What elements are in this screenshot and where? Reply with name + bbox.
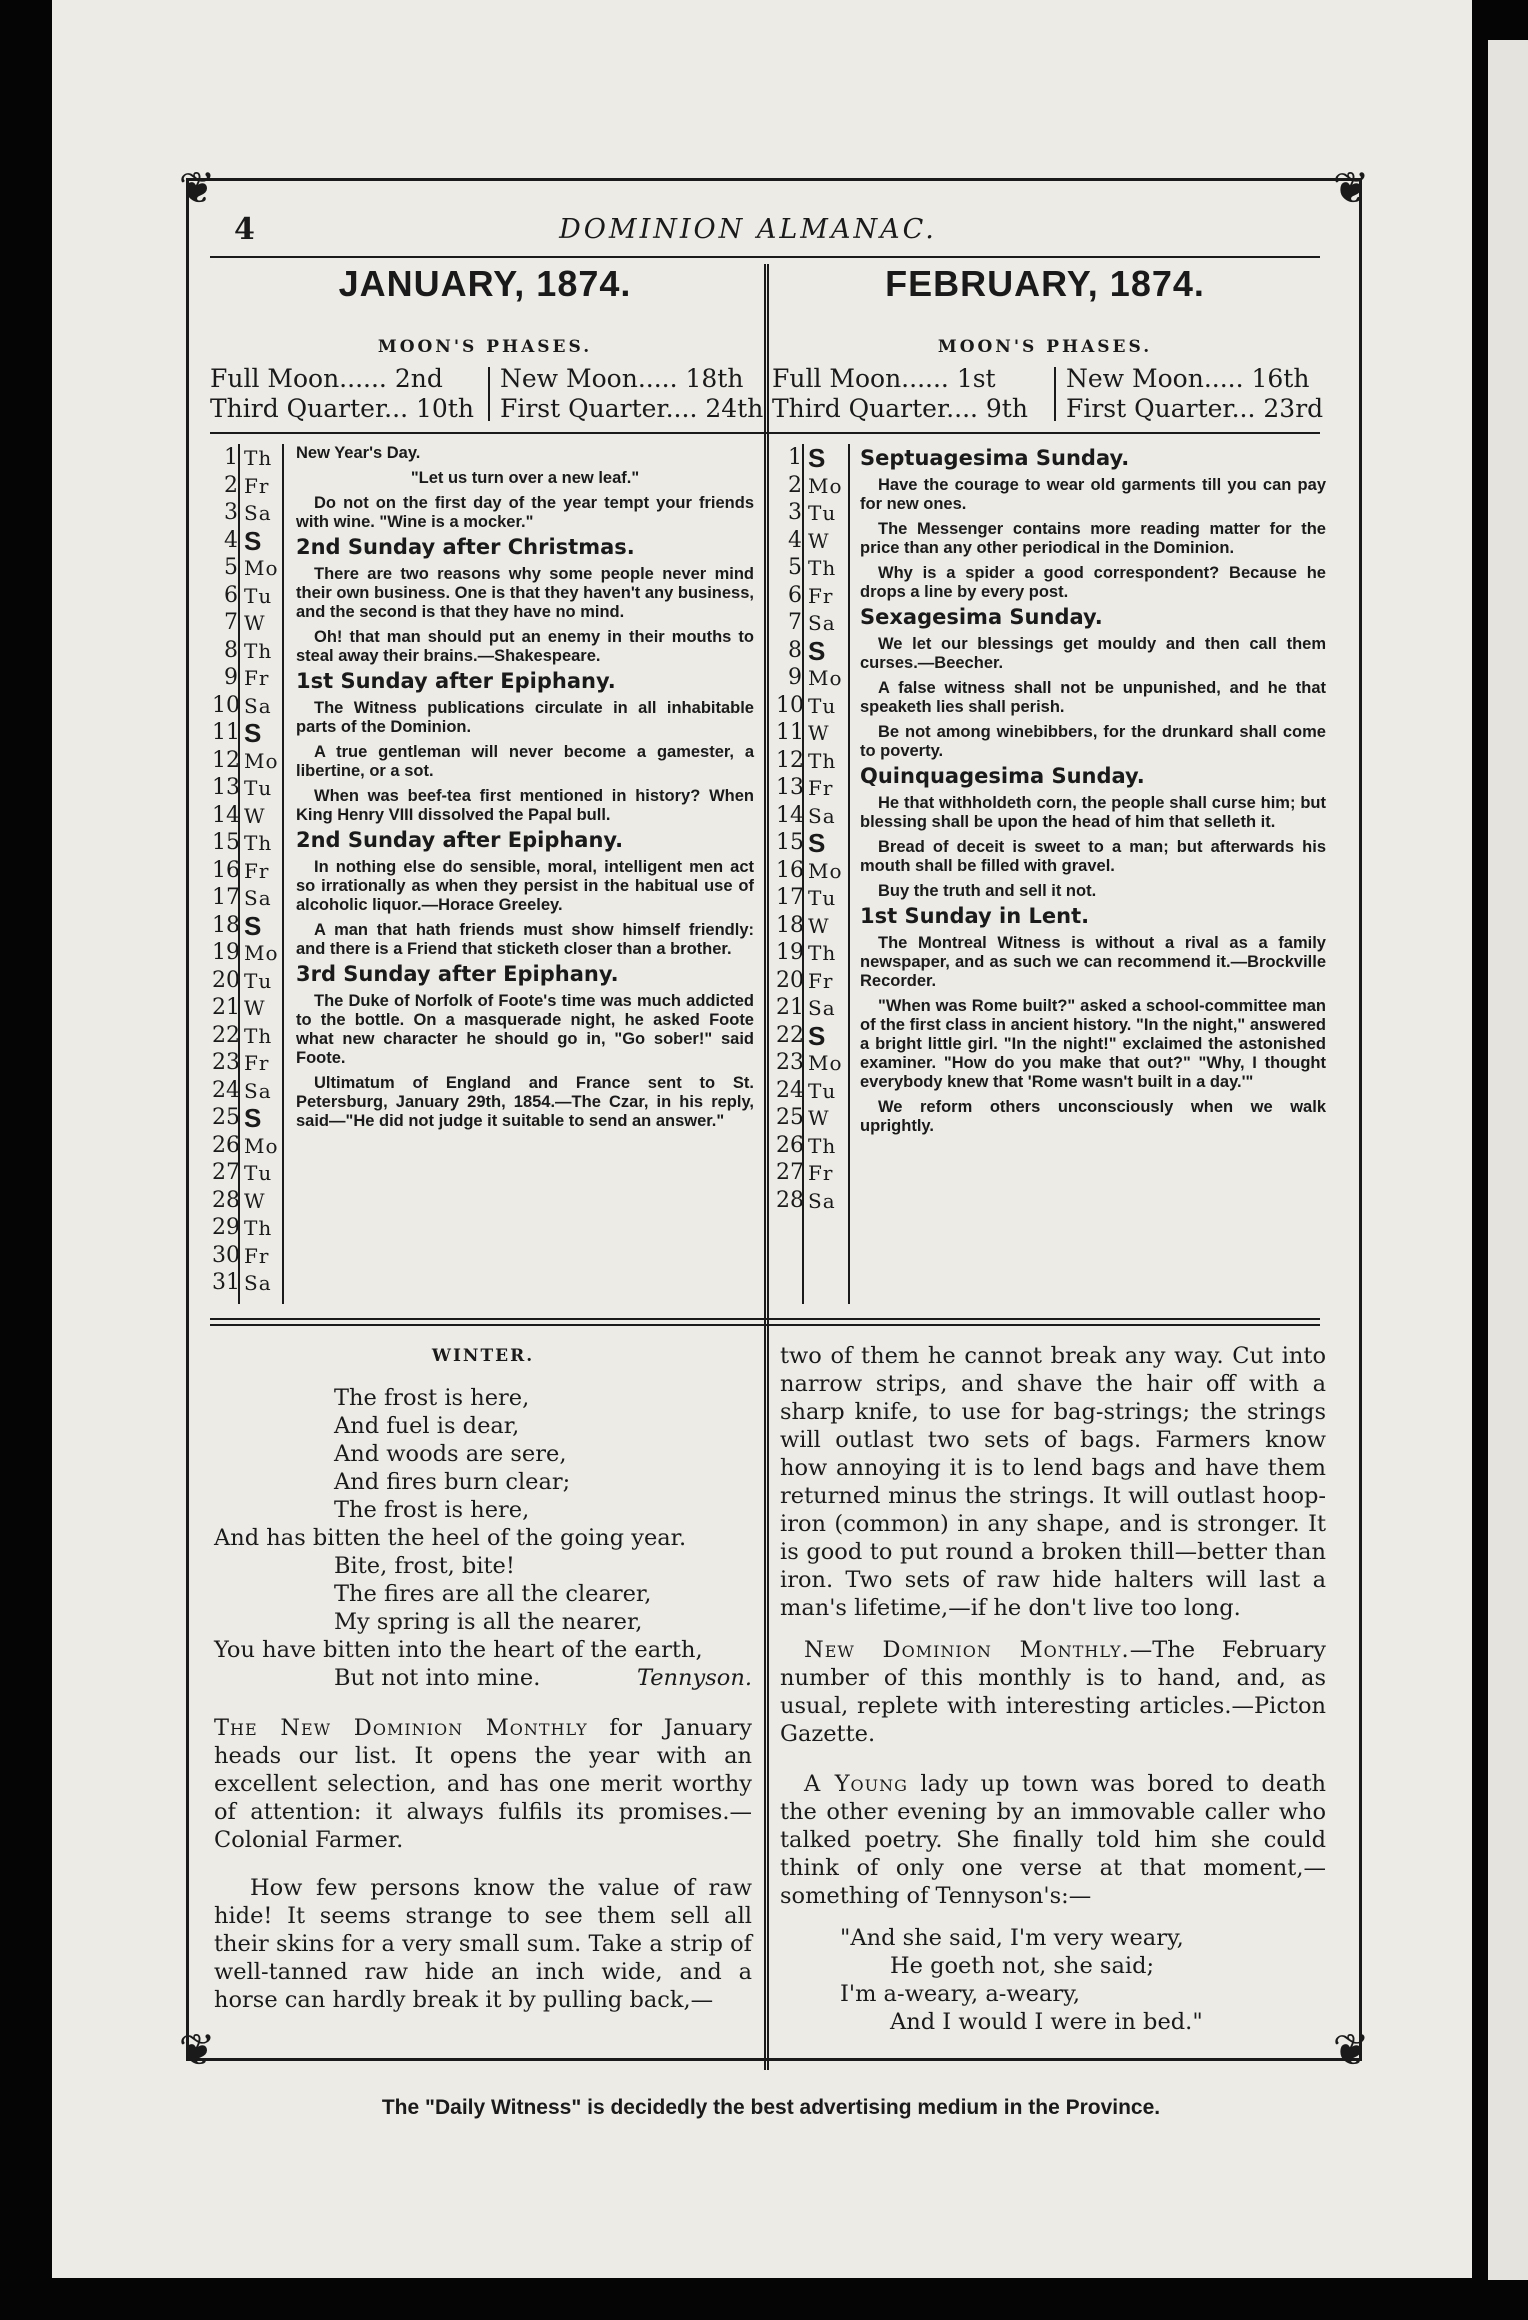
day-number: 7 bbox=[224, 610, 238, 635]
calendar-note: Why is a spider a good correspondent? Because he drops a line by every post. bbox=[860, 564, 1326, 601]
day-number: 5 bbox=[788, 555, 802, 580]
weekday: W bbox=[808, 721, 830, 745]
day-number: 20 bbox=[212, 967, 240, 993]
calendar-note: There are two reasons why some people never mind their own business. One is that they haven't any business, and the second is that they have no mind. bbox=[296, 565, 754, 621]
weekday: Fr bbox=[808, 1161, 834, 1185]
feb-day-row bbox=[776, 694, 858, 718]
lower-rule bbox=[210, 1318, 1320, 1320]
day-number: 17 bbox=[776, 885, 804, 910]
weekday: Tu bbox=[808, 693, 837, 718]
jan-day-row bbox=[212, 718, 294, 748]
article-new-dominion: The New Dominion Monthly for January heads our list. It opens the year with an excellent selection, and has one merit worthy of attention: it always fulfils its promises.—Colonial Farmer. bbox=[214, 1715, 752, 1853]
day-number: 4 bbox=[224, 527, 238, 553]
jan-day-row bbox=[212, 501, 294, 525]
sunday-heading: 1st Sunday in Lent. bbox=[860, 904, 1090, 928]
verse-line: I'm a-weary, a-weary, bbox=[840, 1981, 1080, 2007]
feb-day-row bbox=[776, 1106, 858, 1130]
lower-rule bbox=[210, 1324, 1320, 1326]
poem-line: And has bitten the heel of the going year. bbox=[214, 1525, 687, 1551]
weekday: Sa bbox=[244, 501, 272, 525]
jan-third-quarter: Third Quarter... 10th bbox=[210, 394, 474, 423]
jan-day-row bbox=[212, 910, 294, 941]
weekday: S bbox=[244, 910, 263, 941]
calendar-note: A false witness shall not be unpunished, and he that speaketh lies shall perish. bbox=[860, 679, 1326, 716]
weekday: Tu bbox=[244, 776, 273, 800]
day-number: 12 bbox=[212, 747, 240, 773]
feb-full-moon: Full Moon...... 1st bbox=[772, 364, 996, 393]
calendar-note: Be not among winebibbers, for the drunkard shall come to poverty. bbox=[860, 723, 1326, 760]
weekday: W bbox=[808, 528, 830, 553]
verse-line: And I would I were in bed." bbox=[890, 2009, 1203, 2035]
weekday: Sa bbox=[244, 693, 272, 718]
calendar-note: Have the courage to wear old garments till you can pay for new ones. bbox=[860, 476, 1326, 513]
weekday: Mo bbox=[244, 748, 279, 773]
feb-third-quarter: Third Quarter.... 9th bbox=[772, 394, 1028, 423]
lower-divider bbox=[767, 1330, 769, 2070]
feb-day-row bbox=[776, 914, 858, 938]
day-number: 24 bbox=[212, 1077, 240, 1103]
jan-day-row bbox=[212, 941, 294, 965]
jan-day-row bbox=[212, 611, 294, 635]
feb-phases-title: MOON'S PHASES. bbox=[937, 337, 1153, 357]
day-number: 10 bbox=[776, 692, 804, 718]
weekday: Sa bbox=[244, 1078, 272, 1103]
weekday: Mo bbox=[808, 666, 843, 690]
month-divider bbox=[767, 264, 769, 1330]
feb-day-row bbox=[776, 611, 858, 635]
corner-ornament-icon: ❦ bbox=[1332, 163, 1370, 214]
jan-day-row bbox=[212, 666, 294, 690]
winter-poem bbox=[214, 1384, 752, 1692]
corner-ornament-icon: ❦ bbox=[178, 2025, 216, 2076]
jan-day-row bbox=[212, 1161, 294, 1185]
day-number: 29 bbox=[212, 1215, 240, 1240]
jan-day-row bbox=[212, 1103, 294, 1133]
weekday: Th bbox=[808, 556, 837, 580]
weekday: Mo bbox=[244, 941, 279, 965]
day-number: 13 bbox=[776, 775, 804, 800]
calendar-note: A true gentleman will never become a gamester, a libertine, or a sot. bbox=[296, 743, 754, 780]
feb-day-row bbox=[776, 474, 858, 498]
feb-day-row bbox=[776, 828, 858, 858]
weekday: W bbox=[244, 996, 266, 1020]
day-number: 14 bbox=[776, 802, 804, 828]
day-number: 23 bbox=[776, 1050, 804, 1075]
running-header bbox=[186, 208, 1310, 248]
sunday-heading: 2nd Sunday after Christmas. bbox=[296, 535, 635, 559]
day-number: 4 bbox=[788, 527, 802, 553]
day-number: 26 bbox=[212, 1132, 240, 1158]
tennyson-verse bbox=[780, 1924, 1326, 2036]
weekday: S bbox=[244, 525, 263, 556]
poem-line: And fires burn clear; bbox=[334, 1469, 571, 1495]
calendar-note: Ultimatum of England and France sent to St. Petersburg, January 29th, 1854.—The Czar, in his reply, said—"He did not judge it suitable to send an answer." bbox=[296, 1074, 754, 1130]
calendar-note: The Witness publications circulate in all inhabitable parts of the Dominion. bbox=[296, 699, 754, 736]
day-number: 27 bbox=[212, 1160, 240, 1185]
weekday: Th bbox=[244, 638, 273, 663]
weekday: S bbox=[808, 1020, 827, 1051]
weekday: S bbox=[808, 443, 827, 473]
sunday-heading: 2nd Sunday after Epiphany. bbox=[296, 828, 624, 852]
day-number: 31 bbox=[212, 1270, 240, 1295]
article-monthly-review: New Dominion Monthly.—The February number of this monthly is to hand, and, as usual, replete with interesting articles.—Picton Gazette. bbox=[780, 1637, 1326, 1747]
feb-day-row bbox=[776, 1020, 858, 1051]
calendar-note: The Duke of Norfolk of Foote's time was much addicted to the bottle. On a masquerade night, he asked Foote what new character he should go in, "Go sober!" said Foote. bbox=[296, 992, 754, 1067]
jan-notes bbox=[296, 444, 754, 1137]
advertising-footer: The "Daily Witness" is decidedly the best advertising medium in the Province. bbox=[381, 2096, 1161, 2119]
weekday: W bbox=[244, 611, 266, 635]
jan-day-row bbox=[212, 859, 294, 883]
feb-day-row bbox=[776, 635, 858, 666]
feb-day-row bbox=[776, 529, 858, 553]
jan-day-row bbox=[212, 831, 294, 855]
lower-divider bbox=[764, 1330, 766, 2070]
calendar-note: In nothing else do sensible, moral, intelligent men act so irrationally as when they persist in the habitual use of alcoholic liquor.—Horace Greeley. bbox=[296, 858, 754, 914]
day-number: 21 bbox=[776, 995, 804, 1020]
weekday: S bbox=[808, 828, 827, 858]
feb-day-row bbox=[776, 749, 858, 773]
day-number: 8 bbox=[788, 637, 802, 663]
day-number: 22 bbox=[776, 1022, 804, 1048]
weekday: S bbox=[244, 718, 263, 748]
weekday: Fr bbox=[244, 473, 270, 498]
jan-day-row bbox=[212, 886, 294, 910]
weekday: S bbox=[808, 635, 827, 666]
poem-line: My spring is all the nearer, bbox=[334, 1609, 643, 1635]
feb-day-row bbox=[776, 969, 858, 993]
holiday-heading: New Year's Day. bbox=[296, 444, 421, 462]
day-number: 1 bbox=[788, 445, 802, 470]
feb-day-row bbox=[776, 941, 858, 965]
weekday: Sa bbox=[244, 1271, 272, 1295]
article-raw-hide-continued: two of them he cannot break any way. Cut into narrow strips, and shave the hair off with a sharp knife, to use for bag-strings; the strings will outlast two sets of bags. Farmers know how annoying it is to lend bags and have them returned minus the strings. It will outlast hoop-iron (common) in any shape, and is stronger. It is good to put round a broken thill—better than iron. Two sets of raw hide halters will last a man's lifetime,—if he don't live too long. bbox=[780, 1343, 1326, 1621]
day-number: 9 bbox=[224, 665, 238, 690]
jan-phases-title: MOON'S PHASES. bbox=[377, 337, 593, 357]
weekday: Th bbox=[244, 1216, 273, 1240]
calendar-note: The Montreal Witness is without a rival as a family newspaper, and as such we can recommend it.—Brockville Recorder. bbox=[860, 934, 1326, 990]
day-number: 15 bbox=[212, 830, 240, 855]
weekday: W bbox=[244, 1188, 266, 1213]
weekday: W bbox=[808, 1106, 830, 1130]
weekday: Tu bbox=[244, 1161, 273, 1185]
calendar-note: We reform others unconsciously when we walk uprightly. bbox=[860, 1098, 1326, 1135]
feb-day-row bbox=[776, 1134, 858, 1158]
poem-line: The fires are all the clearer, bbox=[334, 1581, 652, 1607]
day-number: 14 bbox=[212, 802, 240, 828]
poem-line: Bite, frost, bite! bbox=[334, 1553, 515, 1579]
calendar-note: The Messenger contains more reading matter for the price than any other periodical in the Dominion. bbox=[860, 520, 1326, 557]
jan-day-row bbox=[212, 1051, 294, 1075]
feb-day-row bbox=[776, 501, 858, 525]
feb-day-row bbox=[776, 886, 858, 910]
feb-day-row bbox=[776, 1161, 858, 1185]
jan-full-moon: Full Moon...... 2nd bbox=[210, 364, 443, 393]
corner-ornament-icon: ❦ bbox=[1332, 2025, 1370, 2076]
day-number: 23 bbox=[212, 1050, 240, 1075]
jan-day-row bbox=[212, 1271, 294, 1295]
day-number: 11 bbox=[212, 720, 240, 745]
day-number: 27 bbox=[776, 1160, 804, 1185]
feb-day-row bbox=[776, 556, 858, 580]
jan-day-row bbox=[212, 1079, 294, 1103]
jan-day-row bbox=[212, 1216, 294, 1240]
feb-day-row bbox=[776, 443, 858, 473]
feb-day-row bbox=[776, 1051, 858, 1075]
weekday: Tu bbox=[808, 501, 837, 525]
day-number: 16 bbox=[212, 857, 240, 883]
jan-day-row bbox=[212, 776, 294, 800]
poem-line: The frost is here, bbox=[334, 1385, 530, 1411]
weekday: Th bbox=[808, 941, 837, 965]
calendar-note: Buy the truth and sell it not. bbox=[878, 882, 1097, 900]
calendar-note: Oh! that man should put an enemy in their mouths to steal away their brains.—Shakespeare. bbox=[296, 628, 754, 665]
day-number: 7 bbox=[788, 610, 802, 635]
weekday: Fr bbox=[244, 1243, 270, 1268]
month-divider bbox=[764, 264, 766, 1330]
feb-day-row bbox=[776, 1079, 858, 1103]
feb-day-row bbox=[776, 1189, 858, 1213]
day-number: 5 bbox=[224, 555, 238, 580]
poem-line: But not into mine. bbox=[334, 1665, 541, 1691]
poem-line: And fuel is dear, bbox=[334, 1413, 520, 1439]
day-number: 3 bbox=[224, 500, 238, 525]
weekday: Mo bbox=[244, 1133, 279, 1158]
feb-first-quarter: First Quarter... 23rd bbox=[1066, 394, 1324, 423]
running-title: DOMINION ALMANAC. bbox=[559, 214, 937, 245]
weekday: Tu bbox=[244, 583, 273, 608]
feb-notes bbox=[860, 444, 1326, 1142]
jan-day-row bbox=[212, 556, 294, 580]
calendar-note: When was beef-tea first mentioned in history? When King Henry VIII dissolved the Papal bull. bbox=[296, 787, 754, 824]
feb-day-row bbox=[776, 666, 858, 690]
day-number: 18 bbox=[212, 912, 240, 938]
calendar-note: He that withholdeth corn, the people shall curse him; but blessing shall be upon the head of him that selleth it. bbox=[860, 794, 1326, 831]
weekday: Th bbox=[244, 1023, 273, 1048]
day-number: 28 bbox=[776, 1187, 804, 1213]
weekday: Fr bbox=[244, 666, 270, 690]
page-number: 4 bbox=[234, 212, 255, 247]
day-number: 6 bbox=[788, 582, 802, 608]
weekday: Sa bbox=[808, 803, 836, 828]
poem-line: And woods are sere, bbox=[334, 1441, 567, 1467]
weekday: Mo bbox=[808, 473, 843, 498]
motto: "Let us turn over a new leaf." bbox=[410, 469, 640, 487]
weekday: Fr bbox=[808, 968, 834, 993]
corner-ornament-icon: ❦ bbox=[178, 163, 216, 214]
jan-day-row bbox=[212, 525, 294, 556]
jan-day-row bbox=[212, 694, 294, 718]
jan-day-row bbox=[212, 1024, 294, 1048]
weekday: Tu bbox=[808, 1078, 837, 1103]
jan-day-row bbox=[212, 639, 294, 663]
sunday-heading: Septuagesima Sunday. bbox=[860, 446, 1130, 470]
february-title: FEBRUARY, 1874. bbox=[885, 263, 1205, 304]
day-number: 8 bbox=[224, 637, 238, 663]
weekday: Fr bbox=[808, 583, 834, 608]
day-number: 26 bbox=[776, 1132, 804, 1158]
verse-line: "And she said, I'm very weary, bbox=[840, 1925, 1184, 1951]
weekday: Mo bbox=[808, 1051, 843, 1075]
day-number: 18 bbox=[776, 912, 804, 938]
day-number: 21 bbox=[212, 995, 240, 1020]
feb-day-row bbox=[776, 584, 858, 608]
weekday: Sa bbox=[808, 611, 836, 635]
jan-day-row bbox=[212, 1244, 294, 1268]
weekday: Th bbox=[244, 831, 273, 855]
header-rule bbox=[210, 256, 1320, 258]
article-young-lady: A Young lady up town was bored to death the other evening by an immovable caller who talked poetry. She finally told him she could think of only one verse at that moment,—something of Tennyson's:— bbox=[780, 1771, 1327, 1909]
weekday: Fr bbox=[244, 1051, 270, 1075]
calendar-note: Bread of deceit is sweet to a man; but afterwards his mouth shall be filled with gravel. bbox=[860, 838, 1326, 875]
poem-line: You have bitten into the heart of the earth, bbox=[214, 1637, 703, 1663]
day-number: 30 bbox=[212, 1242, 240, 1268]
weekday: Fr bbox=[244, 858, 270, 883]
weekday: Sa bbox=[808, 996, 836, 1020]
jan-day-row bbox=[212, 446, 294, 470]
calendar-note: Do not on the first day of the year tempt your friends with wine. "Wine is a mocker." bbox=[296, 494, 754, 531]
feb-day-row bbox=[776, 996, 858, 1020]
weekday: Tu bbox=[244, 968, 273, 993]
jan-day-row bbox=[212, 969, 294, 993]
jan-first-quarter: First Quarter.... 24th bbox=[500, 394, 764, 423]
day-number: 9 bbox=[788, 665, 802, 690]
day-number: 24 bbox=[776, 1077, 804, 1103]
day-number: 16 bbox=[776, 857, 804, 883]
weekday: Th bbox=[808, 1133, 837, 1158]
calendar-note: "When was Rome built?" asked a school-committee man of the first class in ancient history. "In the night," answered a bright little girl. "In the night!" exclaimed the astonished examiner. "How do you make that out?" "Why, I thought everybody knew that 'Rome wasn't built in a day.'" bbox=[860, 997, 1326, 1091]
day-number: 2 bbox=[788, 472, 802, 498]
day-number: 28 bbox=[212, 1187, 240, 1213]
weekday: S bbox=[244, 1103, 263, 1133]
day-number: 3 bbox=[788, 500, 802, 525]
jan-day-row bbox=[212, 1134, 294, 1158]
sunday-heading: Quinquagesima Sunday. bbox=[860, 764, 1145, 788]
weekday: Mo bbox=[808, 858, 843, 883]
jan-new-moon: New Moon..... 18th bbox=[500, 364, 744, 393]
lower-right-column bbox=[780, 1342, 1326, 2036]
calendar-note: A man that hath friends must show himself friendly: and there is a Friend that sticketh closer than a brother. bbox=[296, 921, 754, 958]
day-number: 25 bbox=[776, 1105, 804, 1130]
feb-day-row bbox=[776, 804, 858, 828]
weekday: Tu bbox=[808, 886, 837, 910]
sunday-heading: 3rd Sunday after Epiphany. bbox=[296, 962, 619, 986]
sunday-heading: Sexagesima Sunday. bbox=[860, 605, 1103, 629]
day-number: 22 bbox=[212, 1022, 240, 1048]
day-number: 11 bbox=[776, 720, 804, 745]
jan-day-row bbox=[212, 1189, 294, 1213]
lower-left-column bbox=[214, 1342, 752, 2028]
weekday: Th bbox=[808, 748, 837, 773]
weekday: W bbox=[244, 803, 266, 828]
poem-line: Tennyson. bbox=[636, 1665, 752, 1691]
next-page-edge bbox=[1488, 40, 1528, 2280]
day-number: 25 bbox=[212, 1105, 240, 1130]
verse-line: He goeth not, she said; bbox=[890, 1953, 1155, 1979]
weekday: W bbox=[808, 913, 830, 938]
weekday: Fr bbox=[808, 776, 834, 800]
day-number: 17 bbox=[212, 885, 240, 910]
day-number: 12 bbox=[776, 747, 804, 773]
feb-day-row bbox=[776, 721, 858, 745]
day-number: 2 bbox=[224, 472, 238, 498]
jan-day-row bbox=[212, 584, 294, 608]
day-number: 20 bbox=[776, 967, 804, 993]
day-number: 19 bbox=[212, 940, 240, 965]
feb-day-row bbox=[776, 859, 858, 883]
weekday: Sa bbox=[244, 886, 272, 910]
weekday: Th bbox=[244, 446, 273, 470]
day-number: 13 bbox=[212, 775, 240, 800]
feb-day-row bbox=[776, 776, 858, 800]
calendar-note: We let our blessings get mouldy and then call them curses.—Beecher. bbox=[860, 635, 1326, 672]
day-number: 6 bbox=[224, 582, 238, 608]
poem-title: WINTER. bbox=[431, 1346, 535, 1366]
january-title: JANUARY, 1874. bbox=[338, 263, 632, 304]
weekday: Sa bbox=[808, 1188, 836, 1213]
jan-day-row bbox=[212, 749, 294, 773]
sunday-heading: 1st Sunday after Epiphany. bbox=[296, 669, 616, 693]
article-raw-hide: How few persons know the value of raw hide! It seems strange to see them sell all their skins for a very small sum. Take a strip of well-tanned raw hide an inch wide, and a horse can hardly break it by pulling back,— bbox=[214, 1875, 752, 2013]
jan-day-row bbox=[212, 996, 294, 1020]
day-number: 15 bbox=[776, 830, 804, 855]
day-number: 19 bbox=[776, 940, 804, 965]
weekday: Mo bbox=[244, 556, 279, 580]
day-number: 1 bbox=[224, 445, 238, 470]
day-number: 10 bbox=[212, 692, 240, 718]
jan-day-row bbox=[212, 804, 294, 828]
feb-new-moon: New Moon..... 16th bbox=[1066, 364, 1310, 393]
jan-day-row bbox=[212, 474, 294, 498]
poem-line: The frost is here, bbox=[334, 1497, 530, 1523]
